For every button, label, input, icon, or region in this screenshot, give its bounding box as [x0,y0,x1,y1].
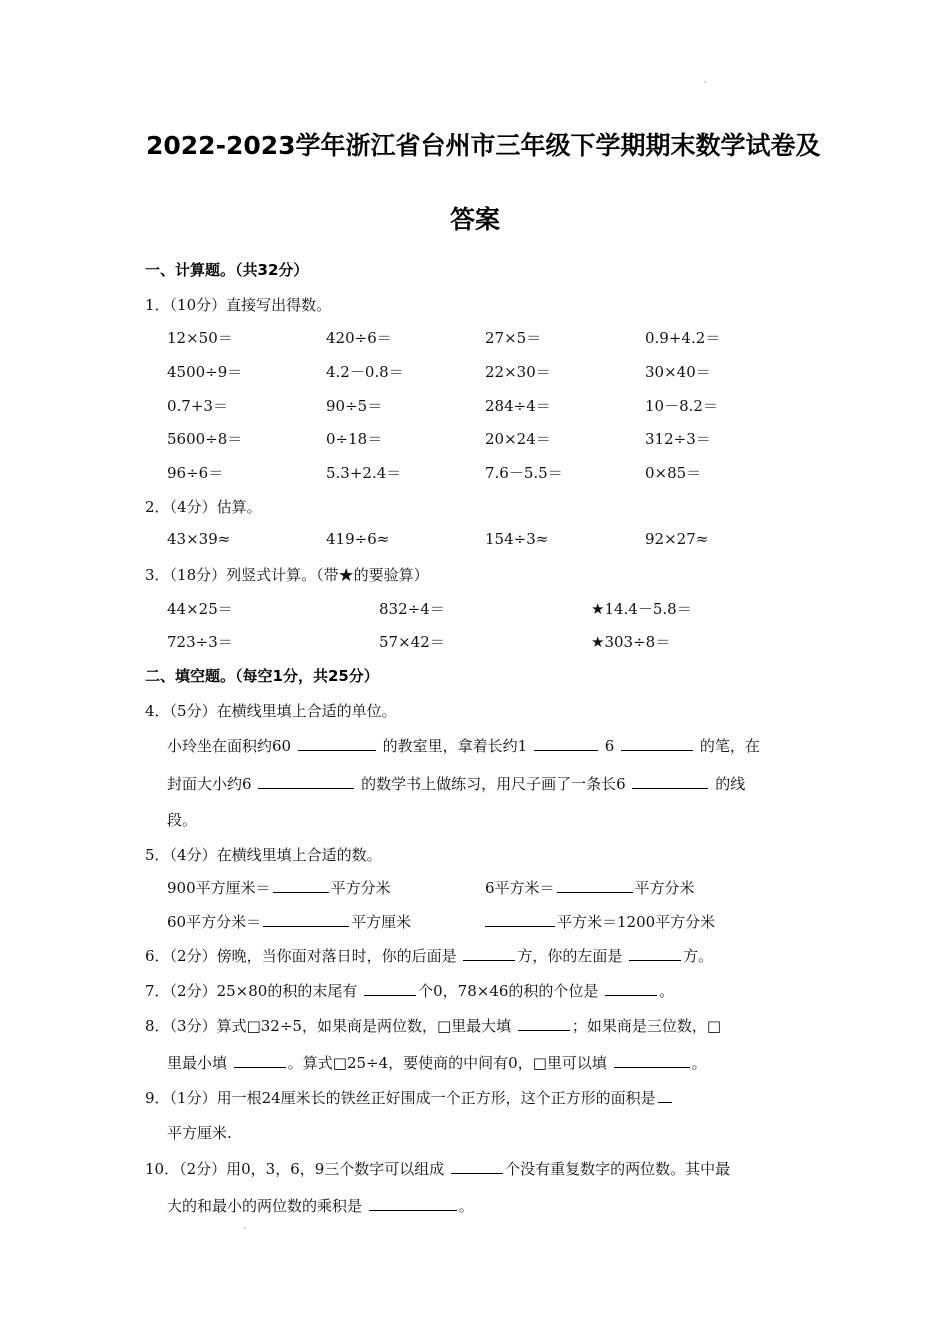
calc-item: 90÷5＝ [326,397,383,415]
estimate-item: 92×27≈ [645,530,709,548]
estimate-item: 43×39≈ [167,530,231,548]
question-9-line-1 [145,1087,674,1108]
page-title-line2: 答案 [450,205,501,234]
answer-blank[interactable] [557,878,633,893]
answer-blank[interactable] [629,946,681,961]
q6-text: 方，你的左面是 [517,947,623,965]
calc-item: 0÷18＝ [326,430,383,448]
answer-blank[interactable] [621,736,693,751]
q5-text: 平方米＝1200平方分米 [557,913,716,931]
question-1-label: 1．（10分）直接写出得数。 [145,296,332,314]
calc-item: 5600÷8＝ [167,430,243,448]
vertical-calc-item: 44×25＝ [167,600,233,618]
q8-text: 。 [691,1054,707,1072]
answer-blank[interactable] [632,774,708,789]
calc-item: 0.9+4.2＝ [645,329,721,347]
calc-item: 96÷6＝ [167,464,224,482]
question-5-item-c [167,911,411,932]
vertical-calc-item: 832÷4＝ [379,600,445,618]
q5-text: 6平方米＝ [485,879,555,897]
question-2-label: 2．（4分）估算。 [145,498,262,516]
question-5-item-a [167,877,391,898]
q6-text: 方。 [683,947,714,965]
q10-text: 大的和最小的两位数的乘积是 [167,1197,363,1215]
answer-blank[interactable] [658,1088,672,1103]
vertical-calc-item: ★303÷8＝ [591,633,671,651]
bottom-mark: ˛ [243,1220,247,1229]
answer-blank[interactable] [614,1053,690,1068]
vertical-calc-item: ★14.4－5.8＝ [591,600,692,618]
answer-blank[interactable] [364,981,416,996]
calc-item: 0×85＝ [645,464,702,482]
estimate-item: 419÷6≈ [326,530,390,548]
question-5-item-b [485,877,695,898]
question-7 [145,980,674,1001]
calc-item: 4.2－0.8＝ [326,363,404,381]
q8-text: 8．（3分）算式□32÷5，如果商是两位数，□里最大填 [145,1017,512,1035]
answer-blank[interactable] [605,981,657,996]
section-heading-calculation: 一、计算题。（共32分） [145,261,309,279]
question-8-line-2 [167,1052,707,1073]
question-4-line-1 [167,735,760,756]
top-mark: ˛ [703,74,707,83]
calc-item: 20×24＝ [485,430,551,448]
calc-item: 27×5＝ [485,329,542,347]
answer-blank[interactable] [263,912,349,927]
q4-text: 封面大小约6 [167,775,252,793]
question-4-line-3: 段。 [167,811,198,829]
q8-text: 。算式□25÷4，要使商的中间有0，□里可以填 [287,1054,607,1072]
q10-text: 10．（2分）用0，3，6，9三个数字可以组成 [145,1160,445,1178]
answer-blank[interactable] [258,774,354,789]
calc-item: 312÷3＝ [645,430,711,448]
calc-item: 12×50＝ [167,329,233,347]
calc-item: 0.7+3＝ [167,397,228,415]
question-4-line-2 [167,773,745,794]
q8-text: ；如果商是三位数，□ [571,1017,722,1035]
calc-item: 284÷4＝ [485,397,551,415]
answer-blank[interactable] [518,1016,570,1031]
question-10-line-1 [145,1158,730,1179]
page-title: 2022-2023学年浙江省台州市三年级下学期期末数学试卷及 [146,131,821,160]
q6-text: 6．（2分）傍晚，当你面对落日时，你的后面是 [145,947,457,965]
question-3-label: 3．（18分）列竖式计算。（带★的要验算） [145,566,429,584]
estimate-item: 154÷3≈ [485,530,549,548]
q8-text: 里最小填 [167,1054,228,1072]
q4-text: 的数学书上做练习，用尺子画了一条长6 [361,775,626,793]
q10-text: 个没有重复数字的两位数。其中最 [505,1160,731,1178]
q4-text: 6 [604,737,615,755]
question-10-line-2 [167,1195,474,1216]
question-5-label: 5．（4分）在横线里填上合适的数。 [145,846,382,864]
q7-text: 7．（2分）25×80的积的末尾有 [145,982,358,1000]
vertical-calc-item: 57×42＝ [379,633,445,651]
question-9-line-2: 平方厘米. [167,1124,232,1142]
calc-item: 7.6－5.5＝ [485,464,563,482]
q5-text: 900平方厘米＝ [167,879,271,897]
calc-item: 10－8.2＝ [645,397,718,415]
section-heading-fill-in: 二、填空题。（每空1分，共25分） [145,667,379,685]
answer-blank[interactable] [451,1159,503,1174]
calc-item: 4500÷9＝ [167,363,243,381]
question-8-line-1 [145,1015,721,1036]
answer-blank[interactable] [534,736,598,751]
question-4-label: 4．（5分）在横线里填上合适的单位。 [145,702,397,720]
q4-text: 的教室里，拿着长约1 [382,737,528,755]
calc-item: 30×40＝ [645,363,711,381]
q5-text: 平方分米 [634,879,695,897]
q5-text: 平方分米 [330,879,391,897]
answer-blank[interactable] [485,912,555,927]
calc-item: 420÷6＝ [326,329,392,347]
q4-text: 的线 [715,775,746,793]
answer-blank[interactable] [234,1053,286,1068]
answer-blank[interactable] [463,946,515,961]
q4-text: 的笔，在 [699,737,760,755]
q10-text: 。 [458,1197,474,1215]
q4-text: 小玲坐在面积约60 [167,737,292,755]
q7-text: 个0，78×46的积的个位是 [418,982,599,1000]
question-5-item-d [485,911,715,932]
answer-blank[interactable] [298,736,376,751]
answer-blank[interactable] [369,1196,457,1211]
calc-item: 5.3+2.4＝ [326,464,402,482]
answer-blank[interactable] [273,878,329,893]
question-6 [145,945,713,966]
q7-text: 。 [659,982,675,1000]
calc-item: 22×30＝ [485,363,551,381]
vertical-calc-item: 723÷3＝ [167,633,233,651]
q5-text: 60平方分米＝ [167,913,262,931]
q5-text: 平方厘米 [351,913,412,931]
q9-text: 9．（1分）用一根24厘米长的铁丝正好围成一个正方形，这个正方形的面积是 [145,1089,656,1107]
